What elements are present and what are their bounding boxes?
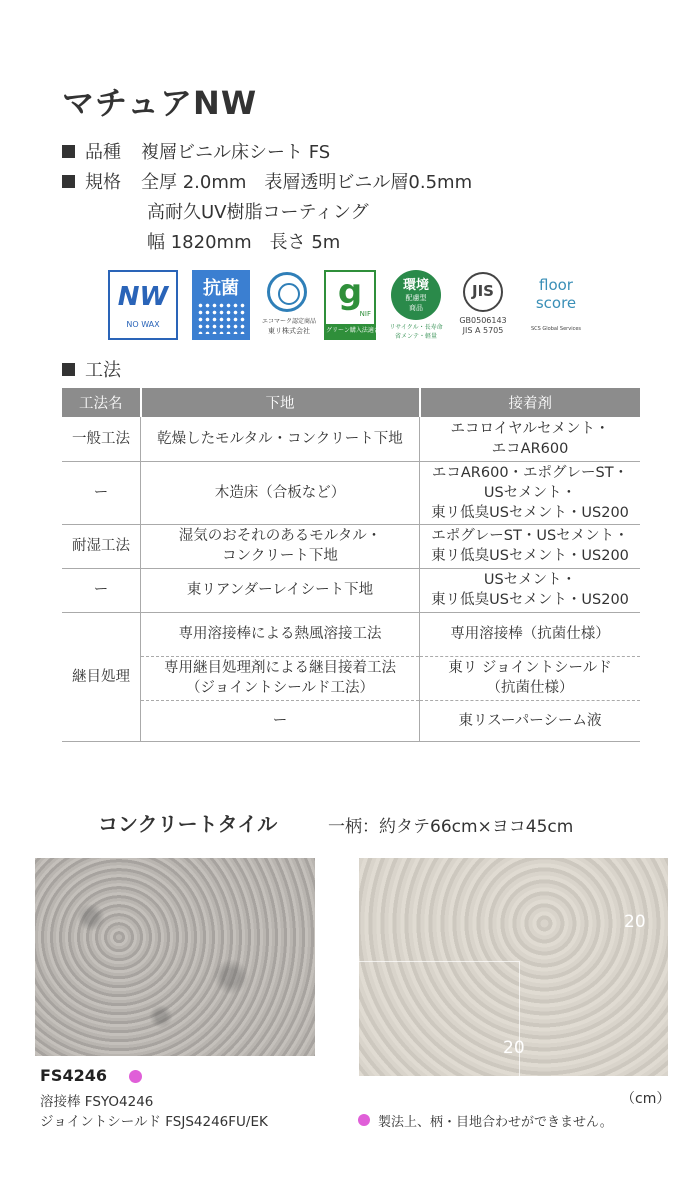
green-purchase-logo xyxy=(324,270,380,340)
table-row xyxy=(62,612,640,656)
weld-rod: 溶接棒 FSYO4246 xyxy=(40,1094,154,1110)
adh-line: エコAR600 xyxy=(491,440,569,457)
row-base xyxy=(141,656,420,700)
row-method-name: ー xyxy=(62,461,141,524)
nowax-text: NO WAX xyxy=(126,320,160,329)
kankyo-title: 環境 xyxy=(402,278,429,293)
kankyo-circle-icon xyxy=(391,270,441,320)
product-title: マチュアNW xyxy=(62,84,258,122)
adh-line: 東リ ジョイントシールド xyxy=(448,660,612,676)
spec-size xyxy=(62,168,472,194)
ecomark-icon xyxy=(267,272,307,312)
floorscore-sub: SCS Global Services xyxy=(530,326,582,332)
tile-title: コンクリートタイル xyxy=(98,812,278,836)
ecomark-text-2: 東リ株式会社 xyxy=(268,327,310,335)
table-row xyxy=(62,568,640,612)
row-adhesive xyxy=(420,417,641,461)
jis-line-1: GB0506143 xyxy=(459,316,507,325)
header-base: 下地 xyxy=(141,388,420,417)
green-g-icon: g xyxy=(337,272,363,312)
pink-dot-icon xyxy=(129,1070,142,1083)
adh-line: （抗菌仕様） xyxy=(486,680,574,696)
tile-size: 一柄：約タテ66cm×ヨコ45cm xyxy=(328,817,574,837)
bullet-square-icon xyxy=(62,363,75,376)
row-base: 専用溶接棒による熱風溶接工法 xyxy=(141,612,420,656)
type-label: 品種 xyxy=(85,142,121,163)
ecomark-text-1: エコマーク認定商品 xyxy=(261,318,316,325)
row-base xyxy=(141,524,420,568)
spec-line-3: 幅 1820mm 長さ 5m xyxy=(147,232,341,253)
row-base: 乾燥したモルタル・コンクリート下地 xyxy=(141,417,420,461)
row-adhesive: 東リスーパーシーム液 xyxy=(420,700,641,741)
tile-swatch-image xyxy=(35,858,315,1056)
jis-logo xyxy=(453,270,513,340)
dimension-label-b: 20 xyxy=(503,1038,525,1058)
kokin-dots-icon xyxy=(197,302,245,334)
method-heading xyxy=(62,356,121,382)
row-base: 東リアンダーレイシート下地 xyxy=(141,568,420,612)
row-base: 木造床（合板など） xyxy=(141,461,420,524)
floorscore-text-1: floor xyxy=(539,276,573,294)
kankyo-sub-1: 配慮型 xyxy=(405,294,427,302)
table-header-row xyxy=(62,388,640,417)
adh-line: 東リ低臭USセメント・US200 xyxy=(431,548,629,564)
row-method-name: ー xyxy=(62,568,141,612)
jis-mark: JIS xyxy=(472,282,494,300)
adh-line: エポグレーST・USセメント・ xyxy=(431,528,629,544)
green-nif: NIF xyxy=(359,310,371,318)
row-method-name: 耐湿工法 xyxy=(62,524,141,568)
base-line: 専用継目処理剤による継目接着工法 xyxy=(164,660,396,676)
floorscore-logo xyxy=(520,270,592,340)
unit-label: （cm） xyxy=(621,1091,671,1107)
adh-line: USセメント・ xyxy=(483,572,577,588)
row-adhesive xyxy=(420,524,641,568)
table-row xyxy=(62,417,640,461)
ecomark-logo xyxy=(261,270,317,340)
pink-dot-icon xyxy=(358,1114,370,1126)
adh-line: 東リ低臭USセメント・US200 xyxy=(431,504,629,521)
table-row xyxy=(62,700,640,741)
spec-label: 規格 xyxy=(85,172,121,193)
dimension-label-a: 20 xyxy=(624,912,646,932)
spec-line-2: 高耐久UV樹脂コーティング xyxy=(147,202,369,223)
green-text: グリーン購入法適合 xyxy=(326,324,374,338)
adh-line: エコAR600・エポグレーST・ xyxy=(431,464,629,481)
nowax-mark: NW xyxy=(117,282,169,312)
joint-shield: ジョイントシールド FSJS4246FU/EK xyxy=(40,1114,268,1130)
nowax-logo xyxy=(108,270,178,340)
adh-line: USセメント・ xyxy=(483,484,577,501)
base-line: （ジョイントシールド工法） xyxy=(186,680,374,696)
kankyo-sub-2: 商品 xyxy=(409,304,423,312)
row-base: ー xyxy=(141,700,420,741)
kankyo-line-2: 省メンテ・軽量 xyxy=(394,333,437,340)
bullet-square-icon xyxy=(62,145,75,158)
base-line: 湿気のおそれのあるモルタル・ xyxy=(178,528,382,544)
jis-circle-icon xyxy=(463,272,503,312)
row-adhesive: 専用溶接棒（抗菌仕様） xyxy=(420,612,641,656)
product-code: FS4246 xyxy=(40,1066,107,1085)
method-heading-text: 工法 xyxy=(85,360,121,381)
kankyo-logo xyxy=(388,270,444,340)
jis-line-2: JIS A 5705 xyxy=(462,326,504,335)
kankyo-line-1: リサイクル・長寿命 xyxy=(389,324,443,331)
row-method-name: 継目処理 xyxy=(62,612,141,741)
row-adhesive xyxy=(420,656,641,700)
adh-line: 東リ低臭USセメント・US200 xyxy=(431,592,629,608)
header-adhesive: 接着剤 xyxy=(420,388,641,417)
base-line: コンクリート下地 xyxy=(222,548,338,564)
kokin-text: 抗菌 xyxy=(203,278,239,299)
method-table xyxy=(62,388,640,742)
adh-line: エコロイヤルセメント・ xyxy=(450,420,610,437)
table-row xyxy=(62,524,640,568)
note-text: 製法上、柄・目地合わせができません。 xyxy=(378,1115,613,1130)
spec-type xyxy=(62,138,330,164)
row-method-name: 一般工法 xyxy=(62,417,141,461)
table-row xyxy=(62,656,640,700)
kokin-logo xyxy=(192,270,250,340)
spec-line-1: 全厚 2.0mm 表層透明ビニル層0.5mm xyxy=(141,172,473,193)
table-row xyxy=(62,461,640,524)
row-adhesive xyxy=(420,461,641,524)
floorscore-text-2: score xyxy=(535,294,577,312)
header-method: 工法名 xyxy=(62,388,141,417)
row-adhesive xyxy=(420,568,641,612)
bullet-square-icon xyxy=(62,175,75,188)
type-value: 複層ビニル床シート FS xyxy=(141,142,331,163)
